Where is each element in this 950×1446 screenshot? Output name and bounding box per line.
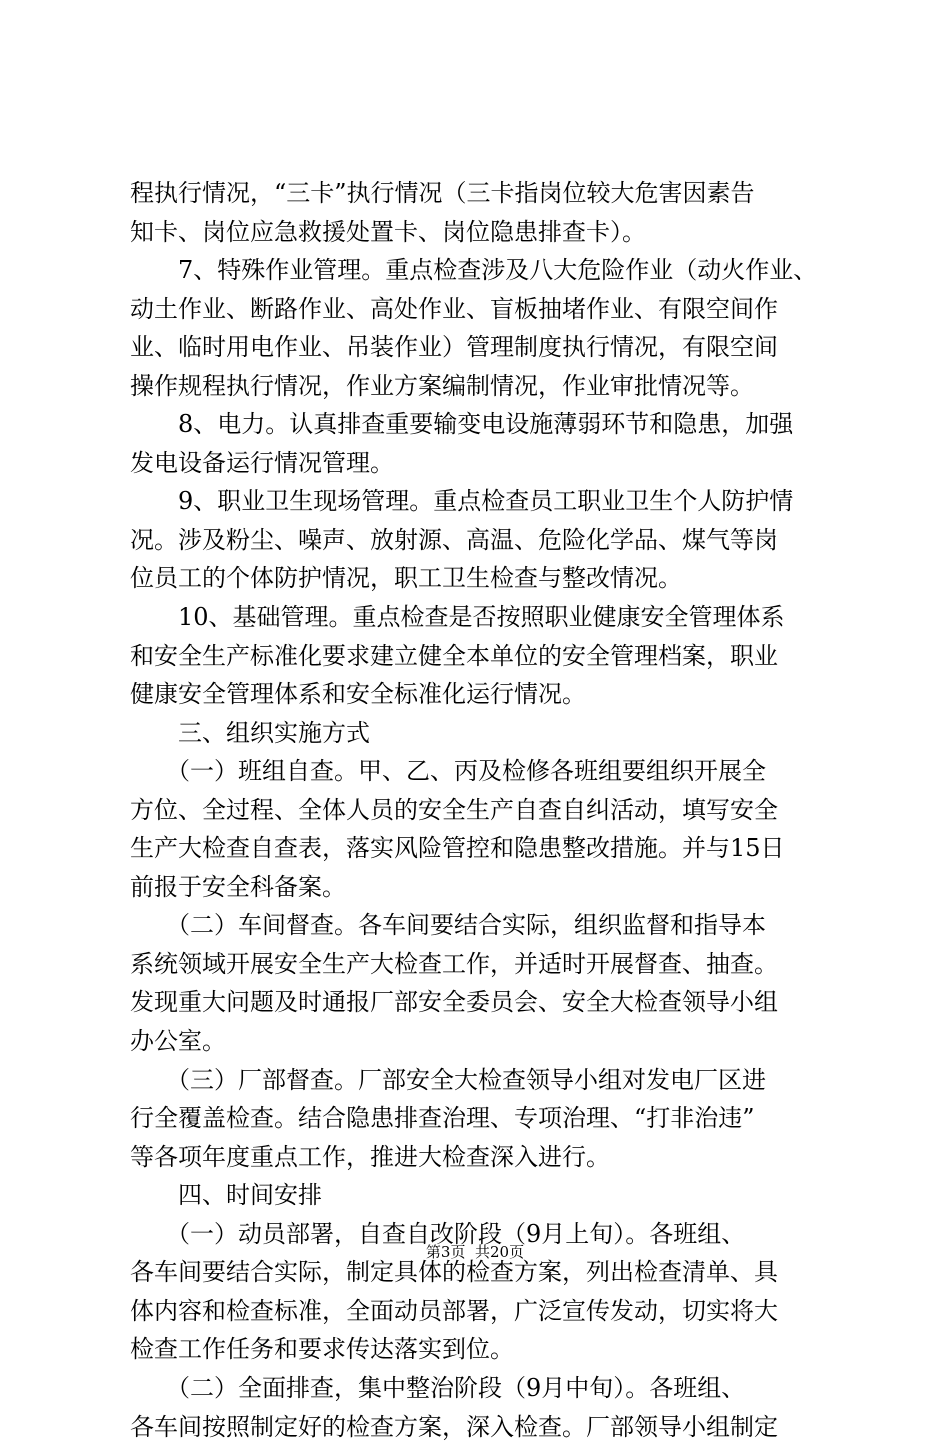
section-heading: 四、时间安排: [130, 1176, 830, 1215]
text-line: （二）车间督查。各车间要结合实际，组织监督和指导本: [130, 906, 830, 945]
text-line: 系统领域开展安全生产大检查工作，并适时开展督查、抽查。: [130, 945, 830, 984]
section-heading: 三、组织实施方式: [130, 714, 830, 753]
text-line: 8、电力。认真排查重要输变电设施薄弱环节和隐患，加强: [130, 405, 830, 444]
text-line: 行全覆盖检查。结合隐患排查治理、专项治理、“打非治违”: [130, 1099, 830, 1138]
text-line: 发现重大问题及时通报厂部安全委员会、安全大检查领导小组: [130, 983, 830, 1022]
text-line: 发电设备运行情况管理。: [130, 444, 830, 483]
text-line: 操作规程执行情况，作业方案编制情况，作业审批情况等。: [130, 367, 830, 406]
text-line: （二）全面排查，集中整治阶段（9月中旬）。各班组、: [130, 1369, 830, 1408]
text-line: 生产大检查自查表，落实风险管控和隐患整改措施。并与15日: [130, 829, 830, 868]
text-line: （一）动员部署，自查自改阶段（9月上旬）。各班组、: [130, 1215, 830, 1254]
text-line: 10、基础管理。重点检查是否按照职业健康安全管理体系: [130, 598, 830, 637]
text-line: 前报于安全科备案。: [130, 868, 830, 907]
text-line: （三）厂部督查。厂部安全大检查领导小组对发电厂区进: [130, 1061, 830, 1100]
text-line: （一）班组自查。甲、乙、丙及检修各班组要组织开展全: [130, 752, 830, 791]
text-line: 各车间要结合实际，制定具体的检查方案，列出检查清单、具: [130, 1253, 830, 1292]
text-line: 方位、全过程、全体人员的安全生产自查自纠活动，填写安全: [130, 791, 830, 830]
text-line: 检查工作任务和要求传达落实到位。: [130, 1330, 830, 1369]
text-line: 动土作业、断路作业、高处作业、盲板抽堵作业、有限空间作: [130, 290, 830, 329]
text-line: 业、临时用电作业、吊装作业）管理制度执行情况，有限空间: [130, 328, 830, 367]
text-line: 7、特殊作业管理。重点检查涉及八大危险作业（动火作业、: [130, 251, 830, 290]
text-line: 和安全生产标准化要求建立健全本单位的安全管理档案，职业: [130, 637, 830, 676]
text-line: 9、职业卫生现场管理。重点检查员工职业卫生个人防护情: [130, 482, 830, 521]
page-footer: 第3页 共20页: [0, 1242, 950, 1262]
text-line: 程执行情况，“三卡”执行情况（三卡指岗位较大危害因素告: [130, 174, 830, 213]
text-line: 等各项年度重点工作，推进大检查深入进行。: [130, 1138, 830, 1177]
text-line: 各车间按照制定好的检查方案，深入检查。厂部领导小组制定: [130, 1408, 830, 1446]
text-line: 况。涉及粉尘、噪声、放射源、高温、危险化学品、煤气等岗: [130, 521, 830, 560]
text-line: 办公室。: [130, 1022, 830, 1061]
text-line: 知卡、岗位应急救援处置卡、岗位隐患排查卡）。: [130, 213, 830, 252]
text-line: 位员工的个体防护情况，职工卫生检查与整改情况。: [130, 559, 830, 598]
text-line: 健康安全管理体系和安全标准化运行情况。: [130, 675, 830, 714]
text-line: 体内容和检查标准，全面动员部署，广泛宣传发动，切实将大: [130, 1292, 830, 1331]
